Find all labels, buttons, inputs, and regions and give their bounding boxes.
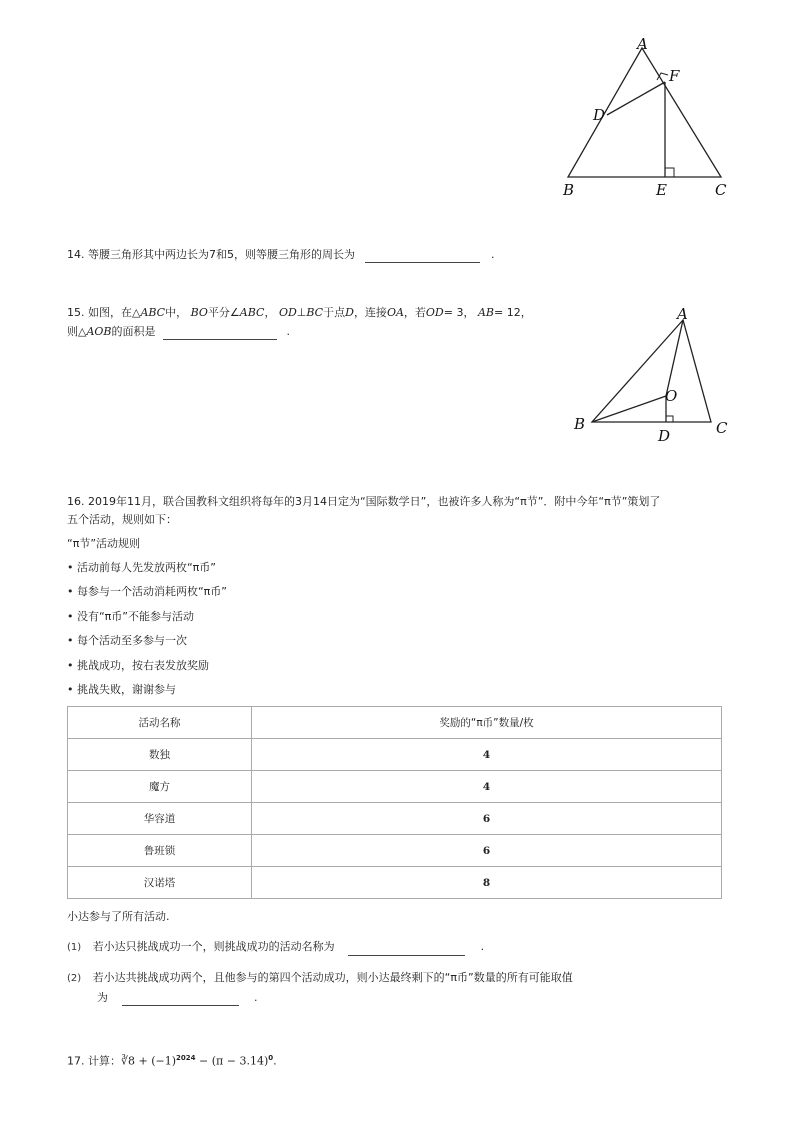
activity-name: 鲁班锁	[68, 835, 252, 867]
activity-name: 数独	[68, 739, 252, 771]
label-f: F	[669, 67, 680, 85]
q15-math: ABC	[140, 306, 166, 319]
question-16-line1: 16. 2019年11月，联合国教科文组织将每年的3月14日定为“国际数学日”，也被许多人称为“π节”．附中今年“π节”策划了	[67, 495, 661, 508]
q15-text: = 12，	[494, 306, 532, 319]
label-c: C	[715, 181, 727, 199]
activity-name: 汉诺塔	[68, 867, 252, 899]
sub-question-end: .	[254, 991, 258, 1004]
sub-question-number: (2)	[67, 973, 82, 984]
sub-question-2	[67, 970, 573, 987]
rule-item: • 活动前每人先发放两枚“π币”	[67, 561, 217, 574]
label-a: A	[677, 305, 688, 323]
q15-text: ⊥	[296, 306, 307, 319]
activity-name: 华容道	[68, 803, 252, 835]
q15-text: 平分∠	[207, 306, 240, 319]
sub-question-1	[67, 939, 484, 956]
table-header: 奖励的“π币”数量/枚	[252, 707, 722, 739]
q15-math: ABC	[239, 306, 265, 319]
q15-math: OA	[386, 306, 404, 319]
rule-item: • 没有“π币”不能参与活动	[67, 610, 195, 623]
table-row	[68, 771, 722, 803]
math-expression: ∛8 + (−1)	[121, 1054, 177, 1068]
question-17	[67, 1050, 277, 1070]
label-d: D	[658, 427, 671, 445]
sub-question-text: 为	[97, 991, 108, 1004]
reward-count: 4	[252, 771, 722, 803]
q15-math: OD	[425, 306, 444, 319]
question-15-line1	[67, 305, 532, 321]
q15-text: 则△	[67, 325, 87, 338]
q15-text: 于点	[323, 306, 346, 319]
exponent: 2024	[176, 1054, 196, 1062]
sub-question-text: 若小达共挑战成功两个，且他参与的第四个活动成功，则小达最终剩下的“π币”数量的所有可能取值	[92, 971, 573, 984]
q15-math: OD	[278, 306, 297, 319]
q15-math: AOB	[86, 325, 112, 338]
q15-text: ，	[264, 306, 276, 319]
question-14	[67, 247, 495, 263]
label-b: B	[574, 415, 586, 433]
table-header-row	[68, 707, 722, 739]
question-14-text: 14. 等腰三角形其中两边长为7和5，则等腰三角形的周长为	[67, 248, 355, 261]
q15-math: BC	[306, 306, 324, 319]
q15-text: ，若	[403, 306, 426, 319]
figure-triangle-abc-def	[555, 35, 735, 205]
after-table-text: 小达参与了所有活动.	[67, 910, 170, 923]
rule-item: • 挑战成功，按右表发放奖励	[67, 659, 209, 672]
table-row	[68, 867, 722, 899]
q15-text: = 3，	[443, 306, 475, 319]
rule-item: • 每个活动至多参与一次	[67, 634, 187, 647]
question-16-line2: 五个活动，规则如下：	[67, 513, 177, 526]
label-o: O	[665, 387, 678, 405]
table-row	[68, 739, 722, 771]
label-c: C	[716, 419, 728, 437]
reward-count: 8	[252, 867, 722, 899]
sub-question-text: 若小达只挑战成功一个，则挑战成功的活动名称为	[92, 940, 335, 953]
label-d: D	[593, 106, 606, 124]
q15-text: 中，	[165, 306, 188, 319]
question-17-end: .	[273, 1054, 277, 1068]
rule-item: • 每参与一个活动消耗两枚“π币”	[67, 585, 228, 598]
reward-table	[67, 706, 722, 899]
answer-blank-16-1[interactable]	[348, 943, 465, 956]
table-header: 活动名称	[68, 707, 252, 739]
sub-question-number: (1)	[67, 942, 82, 953]
q15-math: AB	[477, 306, 494, 319]
reward-count: 6	[252, 835, 722, 867]
q15-text: 15. 如图，在△	[67, 306, 141, 319]
reward-count: 4	[252, 739, 722, 771]
q15-math: D	[345, 306, 354, 319]
sub-question-end: .	[480, 940, 485, 953]
answer-blank-15[interactable]	[163, 327, 277, 340]
label-a: A	[637, 35, 648, 53]
q15-math: BO	[190, 306, 208, 319]
question-15-end: .	[286, 325, 291, 338]
exponent: 0	[268, 1054, 274, 1062]
question-14-end: .	[491, 248, 495, 261]
q15-text: ，连接	[353, 306, 387, 319]
math-expression: − (π − 3.14)	[195, 1054, 269, 1068]
label-e: E	[656, 181, 667, 199]
figure-triangle-abc-od	[570, 300, 740, 450]
question-15-line2	[67, 324, 290, 340]
rules-title: “π节”活动规则	[67, 537, 141, 550]
question-17-prefix: 17. 计算：	[67, 1054, 121, 1068]
rule-item: • 挑战失败，谢谢参与	[67, 683, 176, 696]
answer-blank-14[interactable]	[365, 250, 480, 263]
table-row	[68, 803, 722, 835]
reward-count: 6	[252, 803, 722, 835]
answer-blank-16-2[interactable]	[122, 993, 239, 1006]
label-b: B	[563, 181, 575, 199]
sub-question-2-line2	[97, 990, 258, 1006]
activity-name: 魔方	[68, 771, 252, 803]
q15-text: 的面积是	[111, 325, 156, 338]
table-row	[68, 835, 722, 867]
